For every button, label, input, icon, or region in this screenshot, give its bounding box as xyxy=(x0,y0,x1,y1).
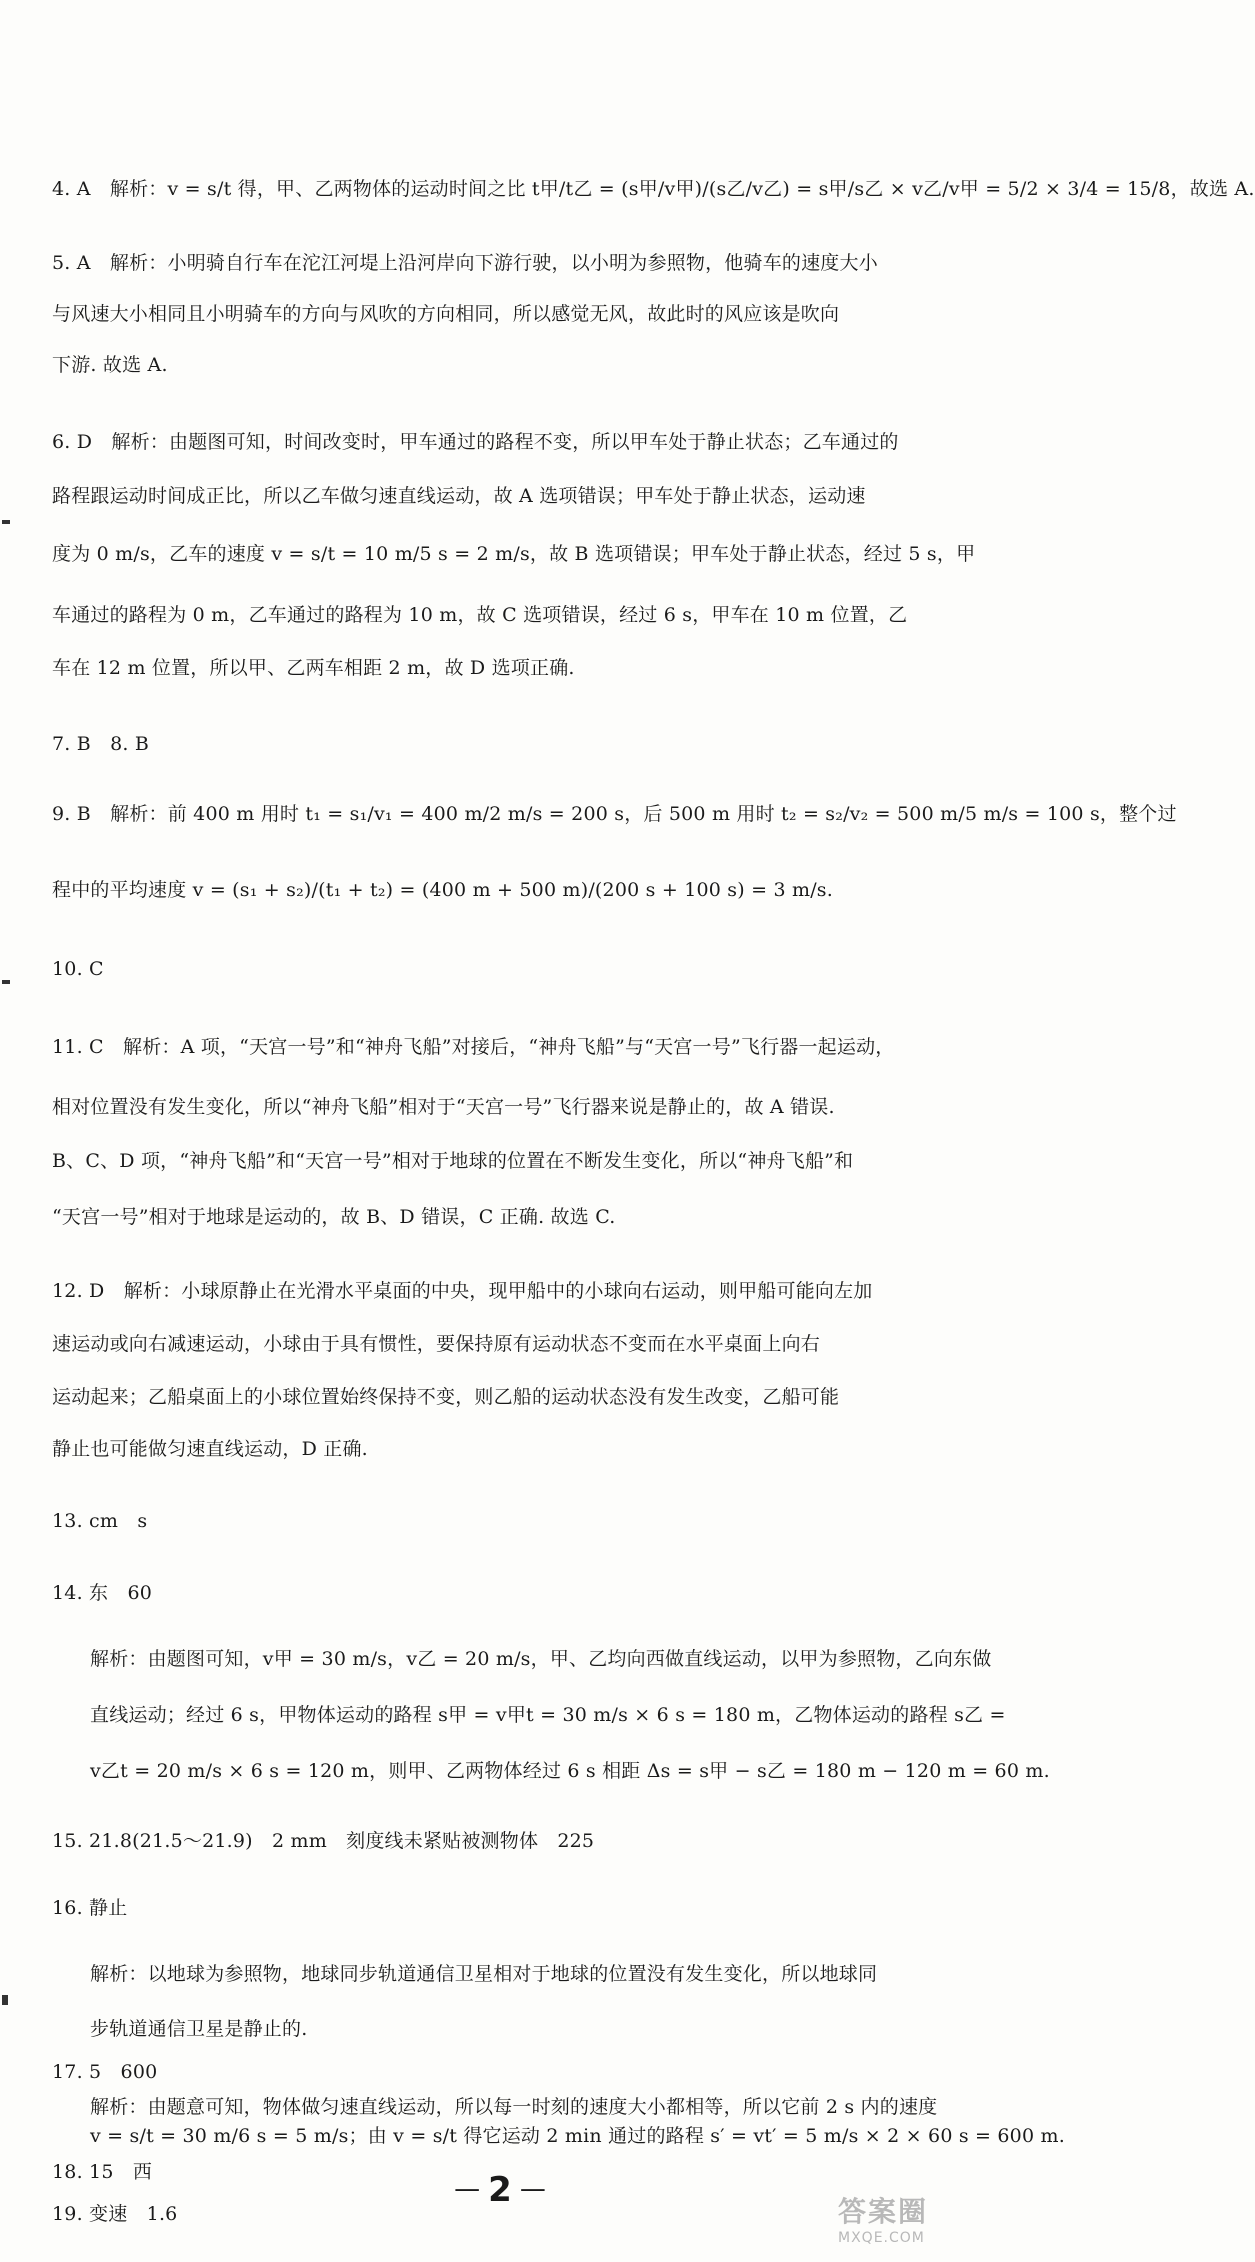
answer-6-line-1: 6. D 解析：由题图可知，时间改变时，甲车通过的路程不变，所以甲车处于静止状态；乙车通过的 xyxy=(52,431,899,453)
answer-9-line-2: 程中的平均速度 v = (s₁ + s₂)/(t₁ + t₂) = (400 m + 500 m)/(200 s + 100 s) = 3 m/s. xyxy=(52,879,833,901)
answer-6-line-2: 路程跟运动时间成正比，所以乙车做匀速直线运动，故 A 选项错误；甲车处于静止状态，运动速 xyxy=(52,485,866,507)
answer-7-8: 7. B 8. B xyxy=(52,733,150,755)
answer-19: 19. 变速 1.6 xyxy=(52,2203,178,2225)
answer-16-explanation-line-2: 步轨道通信卫星是静止的. xyxy=(90,2018,308,2040)
answer-9-line-1: 9. B 解析：前 400 m 用时 t₁ = s₁/v₁ = 400 m/2 m/s = 200 s，后 500 m 用时 t₂ = s₂/v₂ = 500 m/5 m/s = 100 s，整个过 xyxy=(52,803,1177,825)
answer-10: 10. C xyxy=(52,958,104,980)
answer-4: 4. A 解析：v = s/t 得，甲、乙两物体的运动时间之比 t甲/t乙 = (s甲/v甲)/(s乙/v乙) = s甲/s乙 × v乙/v甲 = 5/2 × 3/4 = 15/8，故选 A. xyxy=(52,178,1255,200)
watermark-logo: 答案圈 MXQE.COM xyxy=(838,2195,929,2246)
answer-16: 16. 静止 xyxy=(52,1897,128,1919)
answer-11-line-2: 相对位置没有发生变化，所以“神舟飞船”相对于“天宫一号”飞行器来说是静止的，故 A 错误. xyxy=(52,1096,835,1118)
answer-11-line-3: B、C、D 项，“神舟飞船”和“天宫一号”相对于地球的位置在不断发生变化，所以“神舟飞船”和 xyxy=(52,1150,854,1172)
answer-11-line-1: 11. C 解析：A 项，“天宫一号”和“神舟飞船”对接后，“神舟飞船”与“天宫一号”飞行器一起运动， xyxy=(52,1036,895,1058)
page-number-dash-left: — xyxy=(454,2174,481,2204)
answer-17-explanation-line-2: v = s/t = 30 m/6 s = 5 m/s；由 v = s/t 得它运动 2 min 通过的路程 s′ = vt′ = 5 m/s × 2 × 60 s = 600 m. xyxy=(90,2125,1065,2147)
answer-6-line-3: 度为 0 m/s，乙车的速度 v = s/t = 10 m/5 s = 2 m/s，故 B 选项错误；甲车处于静止状态，经过 5 s，甲 xyxy=(52,543,976,565)
answer-14-explanation-line-2: 直线运动；经过 6 s，甲物体运动的路程 s甲 = v甲t = 30 m/s × 6 s = 180 m，乙物体运动的路程 s乙 = xyxy=(90,1704,1006,1726)
answer-12-line-3: 运动起来；乙船桌面上的小球位置始终保持不变，则乙船的运动状态没有发生改变，乙船可能 xyxy=(52,1386,840,1408)
page-number: — 2 — xyxy=(454,2170,546,2210)
answer-14: 14. 东 60 xyxy=(52,1582,153,1604)
answer-12-line-2: 速运动或向右减速运动，小球由于具有惯性，要保持原有运动状态不变而在水平桌面上向右 xyxy=(52,1333,821,1355)
answer-14-explanation-line-1: 解析：由题图可知，v甲 = 30 m/s，v乙 = 20 m/s，甲、乙均向西做直线运动，以甲为参照物，乙向东做 xyxy=(90,1648,992,1670)
answer-6-line-5: 车在 12 m 位置，所以甲、乙两车相距 2 m，故 D 选项正确. xyxy=(52,657,575,679)
answer-15: 15. 21.8(21.5～21.9) 2 mm 刻度线未紧贴被测物体 225 xyxy=(52,1830,595,1852)
margin-scan-mark xyxy=(2,520,10,524)
answer-17: 17. 5 600 xyxy=(52,2061,158,2083)
page-number-dash-right: — xyxy=(519,2174,546,2204)
margin-scan-mark xyxy=(2,980,10,984)
margin-scan-mark xyxy=(2,1995,8,2005)
answer-18: 18. 15 西 xyxy=(52,2161,153,2183)
answer-14-explanation-line-3: v乙t = 20 m/s × 6 s = 120 m，则甲、乙两物体经过 6 s 相距 Δs = s甲 − s乙 = 180 m − 120 m = 60 m. xyxy=(90,1760,1050,1782)
answer-6-line-4: 车通过的路程为 0 m，乙车通过的路程为 10 m，故 C 选项错误，经过 6 s，甲车在 10 m 位置，乙 xyxy=(52,604,908,626)
answer-16-explanation-line-1: 解析：以地球为参照物，地球同步轨道通信卫星相对于地球的位置没有发生变化，所以地球同 xyxy=(90,1963,878,1985)
answer-12-line-1: 12. D 解析：小球原静止在光滑水平桌面的中央，现甲船中的小球向右运动，则甲船可能向左加 xyxy=(52,1280,873,1302)
answer-5-line-1: 5. A 解析：小明骑自行车在沱江河堤上沿河岸向下游行驶，以小明为参照物，他骑车的速度大小 xyxy=(52,252,878,274)
answer-5-line-2: 与风速大小相同且小明骑车的方向与风吹的方向相同，所以感觉无风，故此时的风应该是吹向 xyxy=(52,303,840,325)
answer-11-line-4: “天宫一号”相对于地球是运动的，故 B、D 错误，C 正确. 故选 C. xyxy=(52,1206,616,1228)
answer-13: 13. cm s xyxy=(52,1510,148,1532)
answer-17-explanation-line-1: 解析：由题意可知，物体做匀速直线运动，所以每一时刻的速度大小都相等，所以它前 2 s 内的速度 xyxy=(90,2096,938,2118)
answer-5-line-3: 下游. 故选 A. xyxy=(52,354,168,376)
answer-12-line-4: 静止也可能做匀速直线运动，D 正确. xyxy=(52,1438,368,1460)
